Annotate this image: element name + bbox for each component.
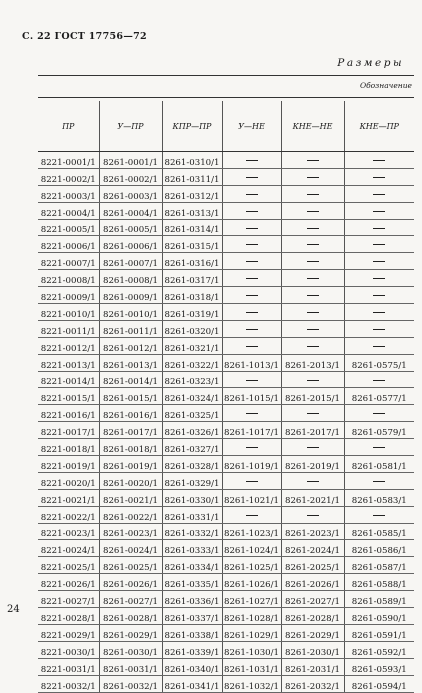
table-row (38, 270, 414, 287)
dash-mark (373, 261, 385, 262)
dash-mark (373, 244, 385, 245)
table-cell: 8261-0586/1 (344, 540, 414, 557)
table-cell (222, 185, 281, 202)
table-cell: 8261-0328/1 (162, 456, 222, 473)
dash-mark (307, 160, 319, 161)
table-top-rule (38, 97, 414, 98)
table-cell: 8261-0593/1 (344, 658, 414, 675)
dash-mark (246, 413, 258, 414)
table-cell: 8221-0026/1 (38, 574, 99, 591)
table-cell: 8261-0022/1 (99, 506, 162, 523)
dash-mark (373, 312, 385, 313)
table-cell: 8261-0312/1 (162, 185, 222, 202)
table-cell: 8261-0019/1 (99, 456, 162, 473)
table-row (38, 185, 414, 202)
column-header: У—ПР (99, 101, 162, 152)
column-header: КНЕ—ПР (344, 101, 414, 152)
table-cell: 8261-0338/1 (162, 624, 222, 641)
table-cell (344, 202, 414, 219)
table-cell: 8261-0319/1 (162, 304, 222, 321)
table-cell: 8261-1028/1 (222, 608, 281, 625)
table-cell: 8261-0315/1 (162, 236, 222, 253)
dash-mark (307, 312, 319, 313)
table-row (38, 354, 414, 371)
dash-mark (373, 447, 385, 448)
table-cell: 8221-0022/1 (38, 506, 99, 523)
table-cell (344, 337, 414, 354)
dash-mark (246, 447, 258, 448)
table-cell (344, 405, 414, 422)
column-header: У—НЕ (222, 101, 281, 152)
table-cell: 8261-0590/1 (344, 608, 414, 625)
table-cell: 8261-1013/1 (222, 354, 281, 371)
dash-mark (246, 380, 258, 381)
table-cell (281, 304, 344, 321)
table-cell: 8261-1027/1 (222, 591, 281, 608)
table-cell: 8221-0005/1 (38, 219, 99, 236)
table-cell: 8261-0029/1 (99, 624, 162, 641)
dash-mark (373, 278, 385, 279)
table-cell: 8261-0001/1 (99, 152, 162, 169)
column-header: ПР (38, 101, 99, 152)
table-row (38, 439, 414, 456)
table-cell (222, 337, 281, 354)
table-cell: 8261-2021/1 (281, 489, 344, 506)
table-cell: 8261-0322/1 (162, 354, 222, 371)
table-cell: 8261-0020/1 (99, 472, 162, 489)
table-cell: 8261-2019/1 (281, 456, 344, 473)
table-cell (344, 270, 414, 287)
table-cell: 8261-0340/1 (162, 658, 222, 675)
table-cell: 8221-0024/1 (38, 540, 99, 557)
table-cell: 8261-0028/1 (99, 608, 162, 625)
table-cell: 8261-2017/1 (281, 422, 344, 439)
table-row (38, 219, 414, 236)
table-cell: 8261-0314/1 (162, 219, 222, 236)
table-cell: 8221-0008/1 (38, 270, 99, 287)
table-cell (281, 506, 344, 523)
table-cell: 8261-0016/1 (99, 405, 162, 422)
table-cell: 8261-1031/1 (222, 658, 281, 675)
table-cell: 8261-1023/1 (222, 523, 281, 540)
dash-mark (373, 329, 385, 330)
table-cell (222, 405, 281, 422)
dash-mark (307, 295, 319, 296)
table-body (38, 152, 414, 693)
dash-mark (307, 194, 319, 195)
designation-table (38, 101, 414, 693)
table-cell (222, 219, 281, 236)
dash-mark (373, 380, 385, 381)
table-cell: 8261-0004/1 (99, 202, 162, 219)
table-cell: 8261-0589/1 (344, 591, 414, 608)
table-row (38, 304, 414, 321)
table-cell: 8261-0341/1 (162, 675, 222, 692)
table-cell: 8261-0006/1 (99, 236, 162, 253)
table-cell: 8261-0311/1 (162, 168, 222, 185)
table-row (38, 608, 414, 625)
table-cell: 8261-0009/1 (99, 287, 162, 304)
table-cell: 8261-2015/1 (281, 388, 344, 405)
dash-mark (246, 295, 258, 296)
table-cell (344, 304, 414, 321)
table-cell: 8261-0032/1 (99, 675, 162, 692)
table-cell: 8261-1024/1 (222, 540, 281, 557)
dash-mark (307, 380, 319, 381)
dash-mark (307, 244, 319, 245)
table-cell: 8221-0016/1 (38, 405, 99, 422)
table-cell (222, 439, 281, 456)
table-cell (281, 439, 344, 456)
table-row (38, 168, 414, 185)
table-cell (222, 270, 281, 287)
dash-mark (373, 295, 385, 296)
table-cell: 8261-0585/1 (344, 523, 414, 540)
dash-mark (373, 194, 385, 195)
table-cell (281, 185, 344, 202)
table-cell (281, 236, 344, 253)
table-header-row (38, 101, 414, 152)
table-cell (222, 168, 281, 185)
table-cell: 8261-0336/1 (162, 591, 222, 608)
table-cell (281, 202, 344, 219)
table-cell (344, 320, 414, 337)
dash-mark (307, 261, 319, 262)
table-cell: 8261-0592/1 (344, 641, 414, 658)
table-cell: 8221-0030/1 (38, 641, 99, 658)
table-cell: 8221-0011/1 (38, 320, 99, 337)
table-cell: 8261-0594/1 (344, 675, 414, 692)
table-cell (344, 371, 414, 388)
table-cell: 8261-0310/1 (162, 152, 222, 169)
table-cell: 8261-0017/1 (99, 422, 162, 439)
table-cell: 8261-0024/1 (99, 540, 162, 557)
table-cell (344, 253, 414, 270)
table-cell: 8221-0023/1 (38, 523, 99, 540)
dash-mark (246, 329, 258, 330)
table-row (38, 152, 414, 169)
dash-mark (307, 228, 319, 229)
table-cell (344, 185, 414, 202)
table-cell: 8261-0329/1 (162, 472, 222, 489)
column-header: КНЕ—НЕ (281, 101, 344, 152)
table-cell: 8221-0020/1 (38, 472, 99, 489)
table-cell: 8261-1019/1 (222, 456, 281, 473)
table-cell (344, 472, 414, 489)
header-rule (38, 75, 414, 76)
table-row (38, 422, 414, 439)
table-cell: 8261-0330/1 (162, 489, 222, 506)
table-cell (281, 168, 344, 185)
table-cell: 8221-0028/1 (38, 608, 99, 625)
dash-mark (373, 228, 385, 229)
table-cell: 8261-2030/1 (281, 641, 344, 658)
dash-mark (373, 160, 385, 161)
dash-mark (246, 515, 258, 516)
table-row (38, 641, 414, 658)
dash-mark (246, 312, 258, 313)
table-cell: 8261-2023/1 (281, 523, 344, 540)
table-cell (281, 253, 344, 270)
table-cell: 8261-0335/1 (162, 574, 222, 591)
dash-mark (373, 481, 385, 482)
table-cell: 8221-0018/1 (38, 439, 99, 456)
table-cell: 8261-2025/1 (281, 557, 344, 574)
dash-mark (373, 413, 385, 414)
table-cell: 8261-0331/1 (162, 506, 222, 523)
table-cell: 8261-1021/1 (222, 489, 281, 506)
table-cell: 8261-0005/1 (99, 219, 162, 236)
table-cell (222, 506, 281, 523)
table-cell: 8221-0004/1 (38, 202, 99, 219)
table-cell: 8261-1029/1 (222, 624, 281, 641)
dash-mark (307, 329, 319, 330)
table-cell: 8261-0316/1 (162, 253, 222, 270)
table-row (38, 489, 414, 506)
table-cell: 8261-1015/1 (222, 388, 281, 405)
table-row (38, 506, 414, 523)
table-cell: 8261-0030/1 (99, 641, 162, 658)
table-row (38, 236, 414, 253)
dash-mark (246, 346, 258, 347)
table-cell (281, 219, 344, 236)
table-row (38, 574, 414, 591)
table-cell: 8221-0019/1 (38, 456, 99, 473)
table-cell: 8221-0002/1 (38, 168, 99, 185)
table-cell: 8261-0327/1 (162, 439, 222, 456)
table-cell: 8261-1025/1 (222, 557, 281, 574)
table-cell (281, 270, 344, 287)
dash-mark (373, 346, 385, 347)
table-cell (281, 152, 344, 169)
table-cell: 8261-1026/1 (222, 574, 281, 591)
table-cell (281, 472, 344, 489)
dash-mark (373, 211, 385, 212)
table-cell: 8261-0018/1 (99, 439, 162, 456)
table-cell: 8261-1017/1 (222, 422, 281, 439)
table-cell: 8261-0575/1 (344, 354, 414, 371)
table-cell: 8261-1032/1 (222, 675, 281, 692)
dash-mark (307, 481, 319, 482)
dash-mark (246, 211, 258, 212)
table-cell: 8221-0029/1 (38, 624, 99, 641)
table-row (38, 540, 414, 557)
table-cell: 8261-0027/1 (99, 591, 162, 608)
table-cell: 8261-0323/1 (162, 371, 222, 388)
dash-mark (307, 413, 319, 414)
table-cell: 8261-2031/1 (281, 658, 344, 675)
table-cell: 8261-1030/1 (222, 641, 281, 658)
table-cell: 8261-2027/1 (281, 591, 344, 608)
table-cell: 8261-0003/1 (99, 185, 162, 202)
dash-mark (246, 278, 258, 279)
dash-mark (246, 244, 258, 245)
table-cell: 8261-0324/1 (162, 388, 222, 405)
section-title: Размеры (337, 57, 404, 69)
table-cell: 8221-0007/1 (38, 253, 99, 270)
table-cell: 8261-2026/1 (281, 574, 344, 591)
table-row (38, 591, 414, 608)
table-row (38, 337, 414, 354)
table-cell (344, 219, 414, 236)
table-cell: 8221-0006/1 (38, 236, 99, 253)
column-header: КПР—ПР (162, 101, 222, 152)
table-cell: 8261-0337/1 (162, 608, 222, 625)
dash-mark (307, 515, 319, 516)
table-cell: 8261-0015/1 (99, 388, 162, 405)
table-cell (222, 202, 281, 219)
table-row (38, 523, 414, 540)
table-row (38, 557, 414, 574)
table-cell: 8221-0031/1 (38, 658, 99, 675)
table-cell: 8221-0010/1 (38, 304, 99, 321)
table-cell: 8221-0003/1 (38, 185, 99, 202)
table-cell: 8261-0339/1 (162, 641, 222, 658)
table-row (38, 405, 414, 422)
table-cell: 8221-0014/1 (38, 371, 99, 388)
table-cell: 8221-0032/1 (38, 675, 99, 692)
table-cell: 8261-0002/1 (99, 168, 162, 185)
dash-mark (307, 346, 319, 347)
dash-mark (246, 228, 258, 229)
table-cell: 8221-0021/1 (38, 489, 99, 506)
table-cell (281, 337, 344, 354)
table-cell: 8261-0012/1 (99, 337, 162, 354)
table-cell: 8261-0025/1 (99, 557, 162, 574)
table-cell: 8221-0025/1 (38, 557, 99, 574)
table-row (38, 624, 414, 641)
table-cell: 8261-0014/1 (99, 371, 162, 388)
table-cell: 8261-0579/1 (344, 422, 414, 439)
table-row (38, 388, 414, 405)
table-cell (222, 253, 281, 270)
table-cell (222, 304, 281, 321)
table-cell (222, 320, 281, 337)
table-cell (344, 236, 414, 253)
table-cell: 8221-0017/1 (38, 422, 99, 439)
table-cell (344, 506, 414, 523)
page-number: 24 (7, 604, 20, 615)
table-cell (344, 287, 414, 304)
table-cell: 8261-0320/1 (162, 320, 222, 337)
table-cell: 8261-2024/1 (281, 540, 344, 557)
table-row (38, 675, 414, 692)
table-cell: 8261-0317/1 (162, 270, 222, 287)
dash-mark (307, 447, 319, 448)
table-cell: 8261-0325/1 (162, 405, 222, 422)
table-cell: 8261-2032/1 (281, 675, 344, 692)
dash-mark (246, 481, 258, 482)
table-cell (281, 405, 344, 422)
table-cell: 8261-0334/1 (162, 557, 222, 574)
table-cell: 8261-0023/1 (99, 523, 162, 540)
table-row (38, 202, 414, 219)
dash-mark (373, 515, 385, 516)
table-cell: 8261-0031/1 (99, 658, 162, 675)
dash-mark (246, 194, 258, 195)
page-header: С. 22 ГОСТ 17756—72 (22, 31, 147, 42)
table-cell: 8261-0318/1 (162, 287, 222, 304)
table-cell: 8261-0008/1 (99, 270, 162, 287)
table-cell: 8261-0332/1 (162, 523, 222, 540)
dash-mark (307, 211, 319, 212)
table-cell: 8261-0313/1 (162, 202, 222, 219)
table-row (38, 287, 414, 304)
table-cell (344, 168, 414, 185)
dash-mark (246, 177, 258, 178)
table-cell: 8261-0583/1 (344, 489, 414, 506)
table-cell: 8221-0001/1 (38, 152, 99, 169)
table-cell: 8261-0321/1 (162, 337, 222, 354)
table-cell: 8261-0010/1 (99, 304, 162, 321)
table-cell (344, 152, 414, 169)
table-cell: 8261-0333/1 (162, 540, 222, 557)
table-cell (222, 371, 281, 388)
table-cell: 8221-0013/1 (38, 354, 99, 371)
table-cell: 8221-0015/1 (38, 388, 99, 405)
table-cell (222, 152, 281, 169)
table-cell: 8261-0021/1 (99, 489, 162, 506)
table-cell: 8261-0587/1 (344, 557, 414, 574)
table-cell (281, 320, 344, 337)
dash-mark (373, 177, 385, 178)
table-cell: 8261-2029/1 (281, 624, 344, 641)
table-cell: 8261-0326/1 (162, 422, 222, 439)
designation-label: Обозначение (359, 81, 412, 90)
table-cell: 8261-0026/1 (99, 574, 162, 591)
table-row (38, 320, 414, 337)
dash-mark (307, 177, 319, 178)
table-row (38, 658, 414, 675)
table-cell (281, 371, 344, 388)
table-row (38, 253, 414, 270)
table-cell (222, 472, 281, 489)
table-cell: 8261-2013/1 (281, 354, 344, 371)
dash-mark (246, 160, 258, 161)
table-cell: 8261-0591/1 (344, 624, 414, 641)
table-row (38, 371, 414, 388)
dash-mark (246, 261, 258, 262)
table-cell (281, 287, 344, 304)
table-row (38, 456, 414, 473)
table-cell (222, 287, 281, 304)
table-cell: 8261-0013/1 (99, 354, 162, 371)
table-cell: 8261-0007/1 (99, 253, 162, 270)
table-cell: 8261-0577/1 (344, 388, 414, 405)
table-cell: 8221-0027/1 (38, 591, 99, 608)
table-cell: 8261-0581/1 (344, 456, 414, 473)
table-cell: 8221-0009/1 (38, 287, 99, 304)
table-cell: 8261-0588/1 (344, 574, 414, 591)
table-cell (222, 236, 281, 253)
table-cell: 8261-0011/1 (99, 320, 162, 337)
dash-mark (307, 278, 319, 279)
table-row (38, 472, 414, 489)
table-cell: 8221-0012/1 (38, 337, 99, 354)
table-cell: 8261-2028/1 (281, 608, 344, 625)
table-cell (344, 439, 414, 456)
